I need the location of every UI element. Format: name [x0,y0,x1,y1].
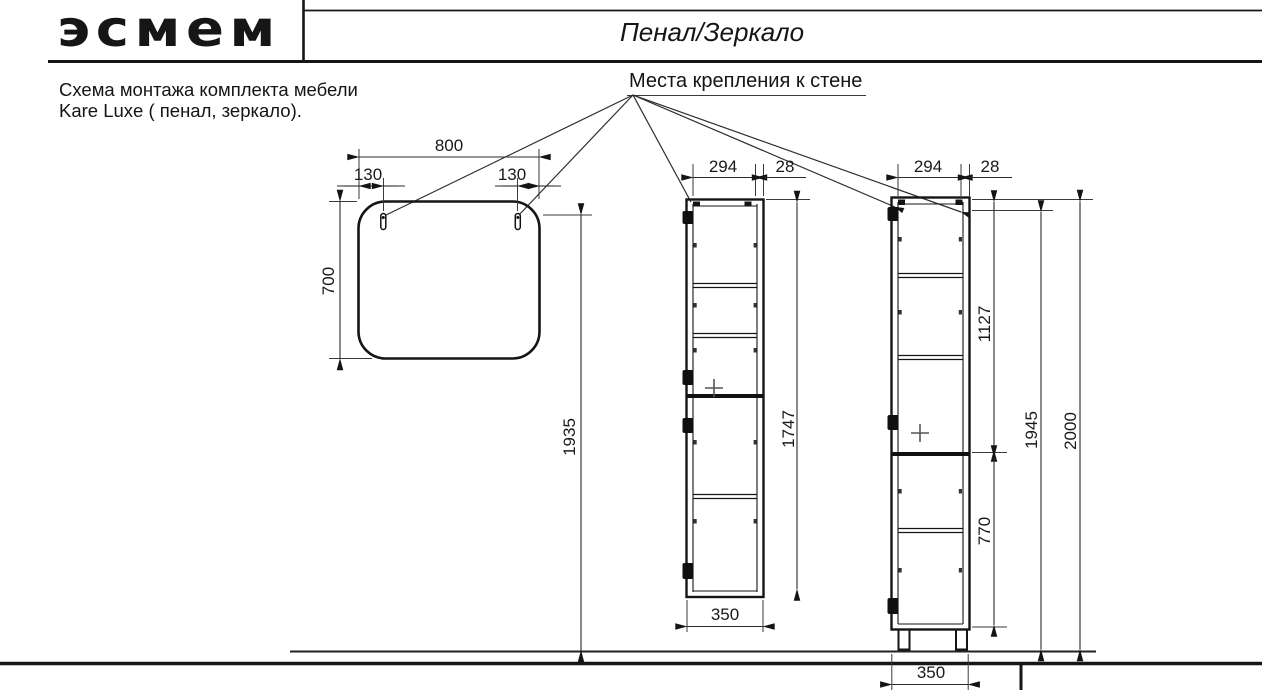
dim-mirror-hole-left: 130 [353,165,383,184]
description-line-2: Kare Luxe ( пенал, зеркало). [59,100,302,121]
wall-mount-callout: Места крепления к стене [627,70,866,96]
mirror-drawing [359,202,540,359]
tall-cabinet-drawing [683,200,764,598]
brand-logo: эсмем [57,0,281,58]
dim-mirror-width: 800 [434,136,464,155]
hinge-marks [888,207,899,614]
dim-mirror-hole-right: 130 [497,165,527,184]
dim-cab2-lower: 770 [974,516,994,546]
mirror-keyhole-left [381,214,386,230]
title-block [48,0,1262,62]
dim-cab2-height: 1945 [1021,411,1041,449]
mirror-dimensions [319,136,592,651]
shelf-pins [694,243,757,524]
cabinet-leg [899,630,910,650]
dim-mirror-height: 700 [318,266,338,296]
dim-cab1-depth: 350 [710,605,740,624]
description-line-1: Схема монтажа комплекта мебели [59,79,358,100]
dim-cab2-inner-width: 294 [913,157,943,176]
wall-bracket [898,200,905,206]
wall-bracket [956,200,963,206]
floor-cabinet-drawing [888,198,970,650]
floor-cabinet-dimensions [892,157,1093,690]
dim-cab2-upper: 1127 [974,305,994,343]
floor-and-border [0,652,1262,690]
dim-cab2-overall: 2000 [1060,412,1080,450]
dim-cab1-height: 1747 [778,410,798,448]
dim-cab2-panel-offset: 28 [980,157,1000,176]
dim-cab2-depth: 350 [916,663,946,682]
center-cross-mark [911,424,929,442]
cabinet-leg [956,630,967,650]
dim-cab1-inner-width: 294 [708,157,738,176]
callout-leader-lines [384,95,961,216]
sheet-title: Пенал/Зеркало [619,17,805,47]
mirror-keyhole-right [515,214,520,230]
dim-mirror-mount-height: 1935 [559,418,579,456]
dim-cab1-panel-offset: 28 [775,157,795,176]
shelf-pins [899,237,963,573]
wall-bracket [745,202,752,207]
wall-bracket [693,202,700,207]
